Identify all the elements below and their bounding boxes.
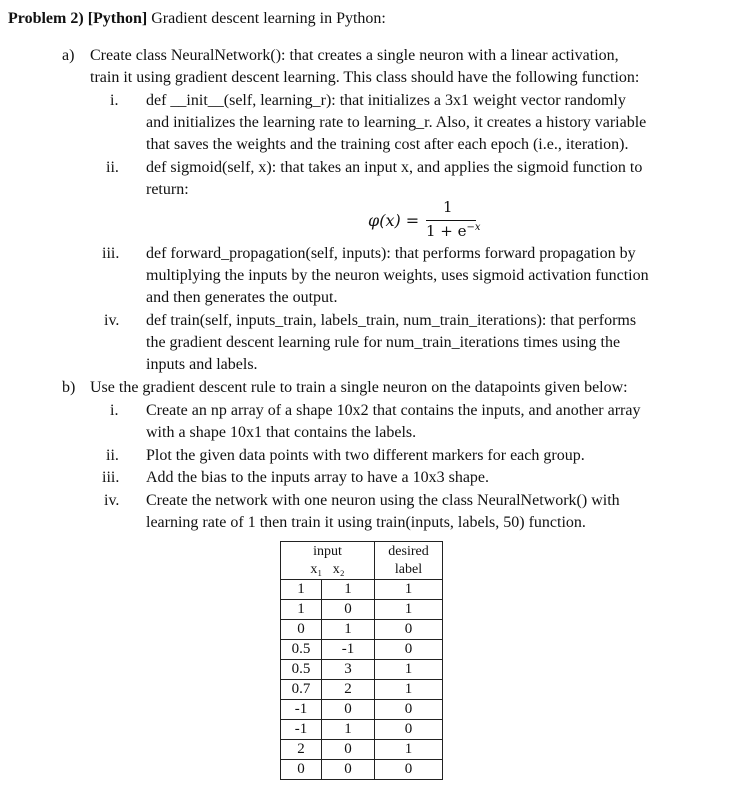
table-row — [281, 720, 443, 740]
fraction-bar — [426, 220, 476, 221]
item-line: def forward_propagation(self, inputs): that performs forward propagation by — [146, 245, 636, 262]
x1-cell: 0.5 — [281, 640, 322, 660]
item-line: and initializes the learning rate to learning_r. Also, it creates a history variable — [146, 114, 647, 131]
item-line: that saves the weights and the training cost after each epoch (i.e., iteration). — [146, 136, 629, 153]
part-a-marker: a) — [62, 47, 75, 64]
item-marker: iii. — [102, 245, 120, 262]
table-row — [281, 600, 443, 620]
table-row — [281, 740, 443, 760]
x2-header: x₂ — [332, 562, 345, 577]
table-row — [281, 620, 443, 640]
label-cell: 1 — [375, 580, 443, 600]
x2-cell: 1 — [322, 620, 375, 640]
item-line: return: — [146, 181, 189, 198]
x1-header: x₁ — [310, 562, 323, 577]
x1-cell: 0.5 — [281, 660, 322, 680]
label-cell: 0 — [375, 700, 443, 720]
x1-cell: 0.7 — [281, 680, 322, 700]
item-line: Create the network with one neuron using the class NeuralNetwork() with — [146, 492, 620, 509]
item-line: with a shape 10x1 that contains the labels. — [146, 424, 417, 441]
x2-cell: 1 — [322, 580, 375, 600]
x1-cell: -1 — [281, 720, 322, 740]
formula-denominator — [426, 222, 481, 240]
table-row — [281, 660, 443, 680]
table-row — [281, 680, 443, 700]
problem-heading-text: Gradient descent learning in Python: — [147, 10, 386, 27]
x1-cell: 1 — [281, 580, 322, 600]
x2-cell: 3 — [322, 660, 375, 680]
item-line: def __init__(self, learning_r): that initializes a 3x1 weight vector randomly — [146, 92, 626, 109]
label-cell: 0 — [375, 720, 443, 740]
x2-cell: 0 — [322, 760, 375, 780]
item-line: learning rate of 1 then train it using train(inputs, labels, 50) function. — [146, 514, 586, 531]
label-header-line: desired — [388, 544, 429, 559]
item-line: Plot the given data points with two different markers for each group. — [146, 447, 585, 464]
item-marker: ii. — [106, 159, 119, 176]
table-row — [281, 700, 443, 720]
table-header-row — [281, 542, 443, 580]
label-cell: 0 — [375, 640, 443, 660]
item-marker: i. — [110, 402, 119, 419]
label-header-line: label — [394, 562, 423, 577]
x2-cell: 0 — [322, 740, 375, 760]
label-cell: 1 — [375, 740, 443, 760]
label-cell: 1 — [375, 680, 443, 700]
item-line: the gradient descent learning rule for num_train_iterations times using the — [146, 334, 621, 351]
x2-cell: 2 — [322, 680, 375, 700]
x1-cell: 0 — [281, 620, 322, 640]
training-data-table — [280, 541, 443, 780]
formula-lhs: φ(x) = — [368, 211, 420, 230]
part-a-intro-line: train it using gradient descent learning. This class should have the following function: — [90, 69, 640, 86]
x1-cell: -1 — [281, 700, 322, 720]
item-line: multiplying the inputs by the neuron weights, uses sigmoid activation function — [146, 267, 649, 284]
x2-cell: 0 — [322, 600, 375, 620]
item-line: and then generates the output. — [146, 289, 338, 306]
input-subheaders — [281, 561, 374, 579]
label-cell: 1 — [375, 600, 443, 620]
item-line: def sigmoid(self, x): that takes an input x, and applies the sigmoid function to — [146, 159, 643, 176]
problem-heading — [8, 8, 386, 30]
formula-denominator-base: 1 + e — [426, 222, 467, 240]
table-row — [281, 640, 443, 660]
table-row — [281, 580, 443, 600]
formula-denominator-exponent: −x — [466, 222, 481, 233]
part-b-intro-line: Use the gradient descent rule to train a single neuron on the datapoints given below: — [90, 379, 628, 396]
input-header-cell — [281, 542, 375, 580]
item-marker: ii. — [106, 447, 119, 464]
sigmoid-formula — [368, 198, 518, 242]
part-a-intro-line: Create class NeuralNetwork(): that creates a single neuron with a linear activation, — [90, 47, 619, 64]
label-cell: 0 — [375, 760, 443, 780]
part-b-marker: b) — [62, 379, 76, 396]
item-line: def train(self, inputs_train, labels_train, num_train_iterations): that performs — [146, 312, 637, 329]
x1-cell: 1 — [281, 600, 322, 620]
item-marker: iv. — [104, 312, 120, 329]
formula-numerator: 1 — [443, 198, 453, 216]
x2-cell: 1 — [322, 720, 375, 740]
table-row — [281, 760, 443, 780]
x2-cell: -1 — [322, 640, 375, 660]
x1-cell: 2 — [281, 740, 322, 760]
problem-heading-bold: Problem 2) [Python] — [8, 10, 148, 27]
x1-cell: 0 — [281, 760, 322, 780]
x2-cell: 0 — [322, 700, 375, 720]
item-line: Create an np array of a shape 10x2 that contains the inputs, and another array — [146, 402, 641, 419]
training-data-table-body — [281, 542, 443, 780]
item-marker: i. — [110, 92, 119, 109]
input-header: input — [313, 544, 342, 559]
label-header-cell — [375, 542, 443, 580]
item-marker: iv. — [104, 492, 120, 509]
label-cell: 0 — [375, 620, 443, 640]
item-marker: iii. — [102, 469, 120, 486]
item-line: inputs and labels. — [146, 356, 258, 373]
label-cell: 1 — [375, 660, 443, 680]
item-line: Add the bias to the inputs array to have a 10x3 shape. — [146, 469, 490, 486]
